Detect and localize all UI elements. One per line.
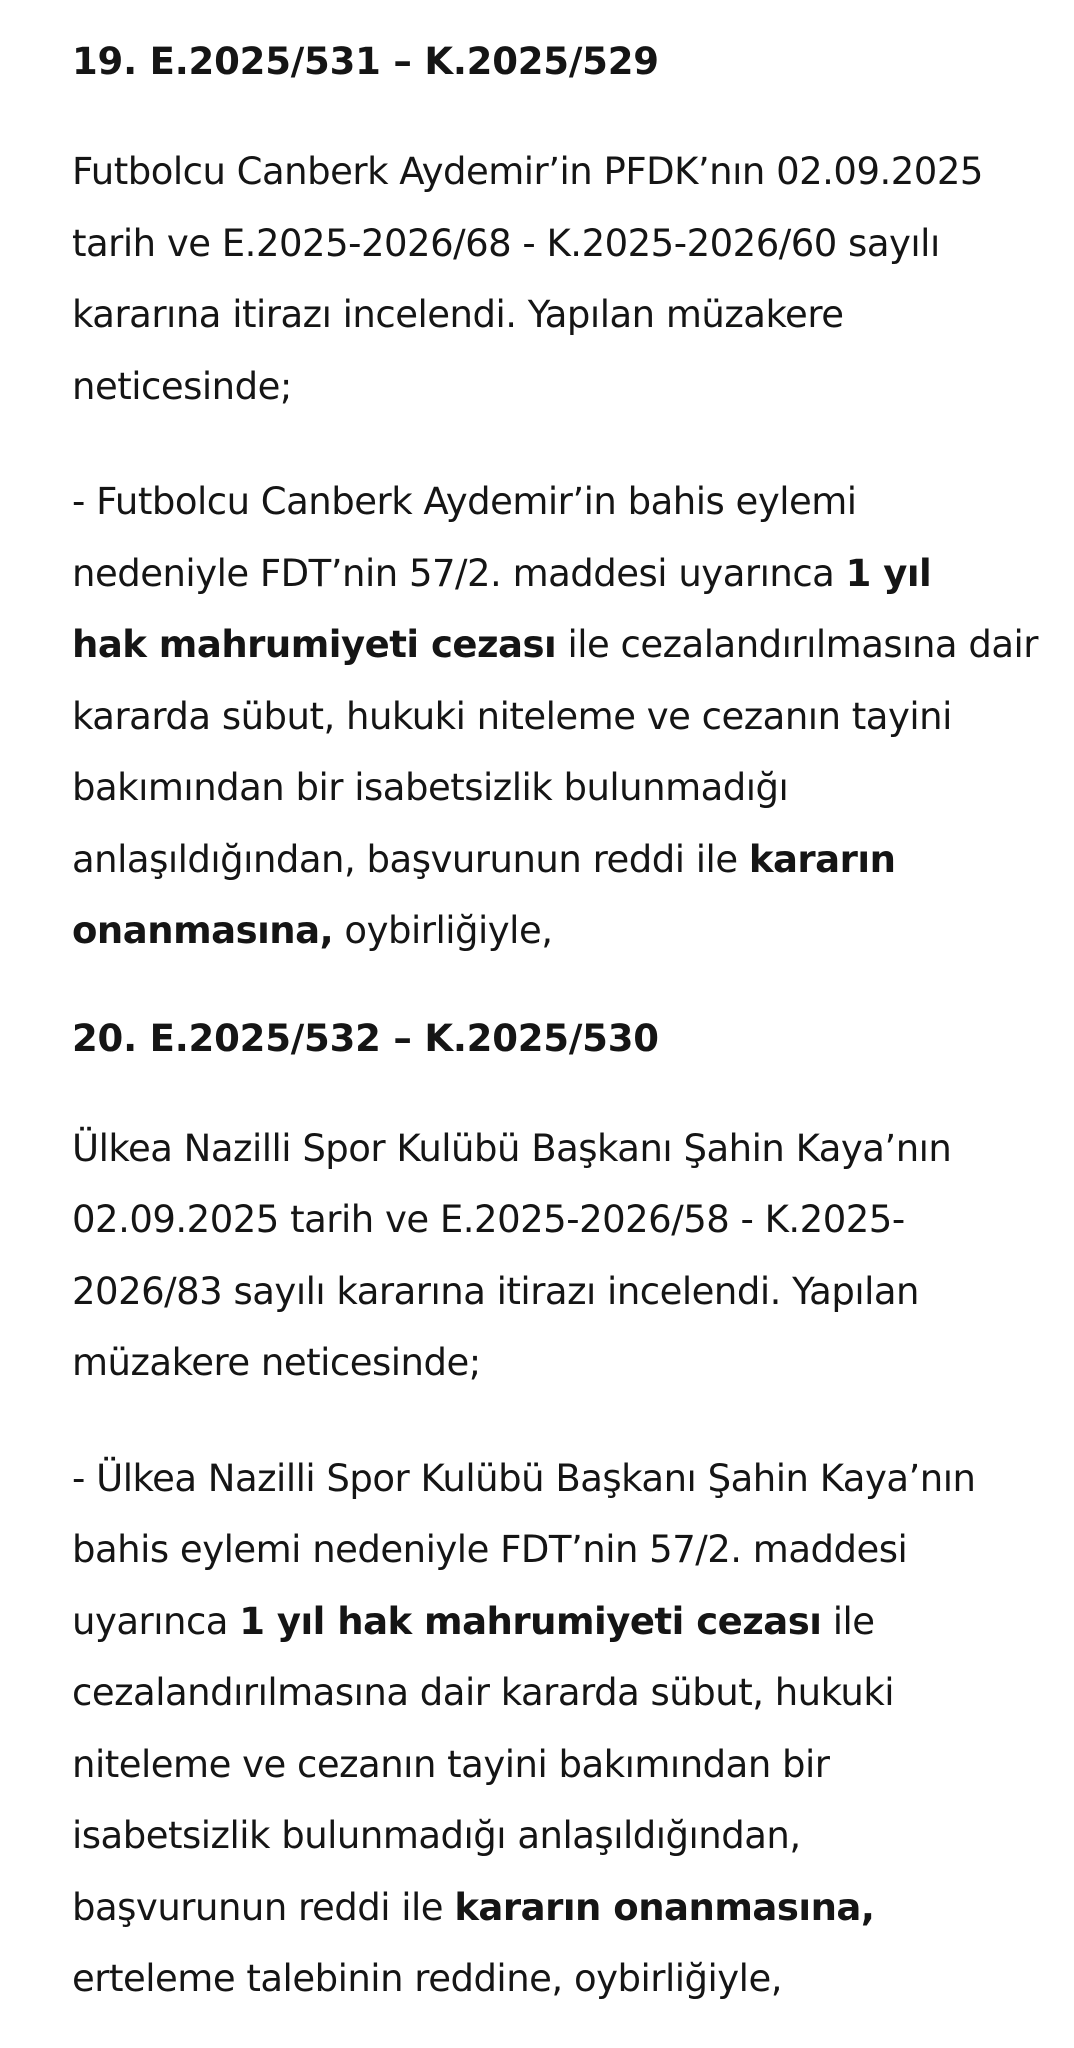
text-line: tarih ve E.2025-2026/68 - K.2025-2026/60 sayılı (72, 221, 940, 265)
text-line: kararda sübut, hukuki niteleme ve cezanın tayini (72, 694, 952, 738)
text-line (72, 538, 1024, 610)
case-19 (72, 34, 1038, 967)
text-line (72, 609, 1038, 681)
case-decision-paragraph (72, 1443, 1024, 2015)
text-segment: uyarınca (72, 1599, 240, 1643)
text-segment: ile cezalandırılmasına dair (556, 623, 1038, 666)
text-line (72, 824, 1024, 896)
text-line (72, 1586, 1024, 1658)
text-line: müzakere neticesinde; (72, 1341, 481, 1384)
text-line: neticesinde; (72, 364, 292, 408)
bold-penalty: hak mahrumiyeti cezası (72, 623, 557, 666)
text-line (72, 1872, 1024, 1944)
text-segment: nedeniyle FDT’nin 57/2. maddesi uyarınca (72, 551, 846, 595)
case-heading: 19. E.2025/531 – K.2025/529 (72, 40, 659, 83)
text-line: - Futbolcu Canberk Aydemir’in bahis eylemi (72, 480, 857, 523)
case-heading: 20. E.2025/532 – K.2025/530 (72, 1016, 659, 1060)
text-line: erteleme talebinin reddine, oybirliğiyle, (72, 1957, 782, 2000)
case-20 (72, 1011, 1024, 2015)
text-line (72, 895, 1024, 967)
text-line: kararına itirazı incelendi. Yapılan müzakere (72, 293, 844, 336)
case-intro-paragraph (72, 1113, 1024, 1399)
text-segment: oybirliğiyle, (333, 909, 553, 952)
text-segment: ile (821, 1599, 875, 1643)
text-line: 02.09.2025 tarih ve E.2025-2026/58 - K.2025- (72, 1198, 905, 1241)
text-segment: anlaşıldığından, başvurunun reddi ile (72, 837, 749, 881)
bold-penalty: 1 yıl hak mahrumiyeti cezası (239, 1599, 822, 1643)
bold-ruling: onanmasına, (72, 909, 334, 952)
case-intro-paragraph (72, 136, 1024, 422)
text-line: bahis eylemi nedeniyle FDT’nin 57/2. maddesi (72, 1528, 908, 1571)
text-line: cezalandırılmasına dair kararda sübut, hukuki (72, 1671, 895, 1714)
text-line: - Ülkea Nazilli Spor Kulübü Başkanı Şahin Kaya’nın (72, 1456, 976, 1500)
case-decision-paragraph (72, 466, 1038, 967)
text-line: Ülkea Nazilli Spor Kulübü Başkanı Şahin Kaya’nın (72, 1126, 952, 1170)
text-line: isabetsizlik bulunmadığı anlaşıldığından, (72, 1814, 801, 1857)
text-line: bakımından bir isabetsizlik bulunmadığı (72, 766, 789, 809)
text-line: niteleme ve cezanın tayini bakımından bir (72, 1742, 830, 1786)
text-line: Futbolcu Canberk Aydemir’in PFDK’nın 02.09.2025 (72, 150, 983, 193)
bold-ruling: kararın (748, 837, 896, 881)
bold-ruling: kararın onanmasına, (454, 1885, 875, 1929)
text-line: 2026/83 sayılı kararına itirazı incelendi. Yapılan (72, 1269, 920, 1313)
text-segment: başvurunun reddi ile (72, 1885, 455, 1929)
bold-penalty: 1 yıl (845, 551, 932, 595)
